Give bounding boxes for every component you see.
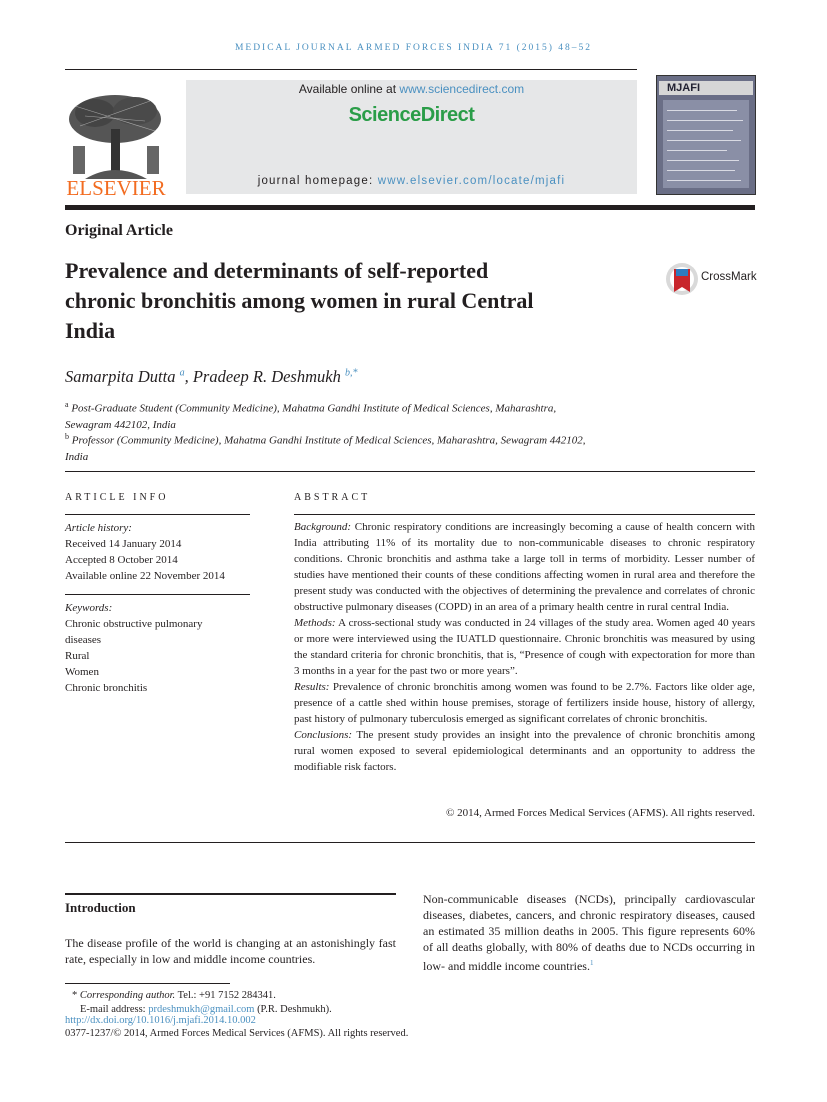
abstract-heading: ABSTRACT bbox=[294, 492, 371, 503]
intro-paragraph-right bbox=[423, 891, 755, 974]
cover-title: MJAFI bbox=[659, 81, 753, 95]
footnote-rule bbox=[65, 983, 230, 984]
corresponding-tel: Tel.: +91 7152 284341. bbox=[175, 990, 276, 1001]
corresponding-author bbox=[72, 989, 276, 1003]
keyword: Rural bbox=[65, 650, 90, 662]
header-rule bbox=[65, 69, 637, 70]
available-prefix: Available online at bbox=[298, 82, 400, 96]
section-rule bbox=[65, 471, 755, 472]
affil-text: Professor (Community Medicine), Mahatma Gandhi Institute of Medical Sciences, Maharashtra, Sewagram 442102, bbox=[71, 434, 586, 447]
doi-link[interactable]: http://dx.doi.org/10.1016/j.mjafi.2014.10.002 bbox=[65, 1015, 256, 1026]
history-item: Received 14 January 2014 bbox=[65, 538, 182, 550]
affiliation bbox=[65, 397, 665, 433]
keywords bbox=[65, 600, 202, 696]
crossmark-label[interactable]: CrossMark bbox=[701, 271, 757, 283]
keyword: Chronic bronchitis bbox=[65, 682, 148, 694]
affil-text: Sewagram 442102, India bbox=[65, 418, 176, 431]
author-affil-mark[interactable]: b,* bbox=[344, 367, 358, 379]
abstract-text: Chronic respiratory conditions are increasingly becoming a cause of health concern with India attributing 11% of its mortality due to non-communicable diseases to chronic respiratory conditions. Chronic bronchitis and asthma take a large toll in terms of morbidity. Lesser number of studies have mentioned their counts of these conditions affecting women in rural area and therefore the present study was conducted with the objectives of determining the prevalence and correlates of chronic obstructive pulmonary diseases (COPD) in an area of a primary health centre in rural central India. bbox=[294, 521, 755, 613]
cover-contents bbox=[663, 100, 749, 188]
affil-text: India bbox=[65, 450, 89, 463]
sciencedirect-logo: ScienceDirect bbox=[348, 104, 475, 126]
keyword: Women bbox=[65, 666, 99, 678]
journal-homepage bbox=[186, 175, 637, 187]
author-name: Samarpita Dutta bbox=[65, 367, 176, 386]
history-item: Accepted 8 October 2014 bbox=[65, 554, 178, 566]
author-name: Pradeep R. Deshmukh bbox=[192, 367, 341, 386]
title-line: India bbox=[65, 318, 116, 343]
abstract-rule bbox=[294, 514, 755, 515]
abstract-label: Results: bbox=[294, 681, 330, 693]
abstract-label: Background: bbox=[294, 521, 352, 533]
introduction-heading: Introduction bbox=[65, 900, 136, 915]
affil-mark: b bbox=[65, 432, 69, 441]
issn-line: 0377-1237/© 2014, Armed Forces Medical Services (AFMS). All rights reserved. bbox=[65, 1028, 409, 1039]
intro-rule bbox=[65, 893, 396, 895]
info-rule bbox=[65, 594, 250, 595]
abstract-label: Conclusions: bbox=[294, 729, 353, 741]
doi bbox=[65, 1014, 256, 1028]
affil-mark: a bbox=[65, 400, 69, 409]
email-link[interactable]: prdeshmukh@gmail.com bbox=[148, 1004, 255, 1015]
author-affil-mark[interactable]: a bbox=[179, 367, 185, 379]
abstract-section bbox=[294, 519, 755, 615]
email-suffix: (P.R. Deshmukh). bbox=[254, 1004, 332, 1015]
paragraph-text: Non-communicable diseases (NCDs), principally cardiovascular diseases, diabetes, cancers, and chronic respiratory diseases, caused an estimated 35 million deaths in 2005. This figure represents 60% of all deaths globally, with 80% of deaths due to NCDs occurring in low- and middle income countries. bbox=[423, 892, 755, 973]
journal-citation: MEDICAL JOURNAL ARMED FORCES INDIA 71 (2015) 48–52 bbox=[234, 43, 593, 53]
homepage-prefix: journal homepage: bbox=[257, 175, 378, 187]
info-rule bbox=[65, 514, 250, 515]
abstract-section bbox=[294, 615, 755, 679]
author-list: Samarpita Dutta $^a$, Pradeep R. Deshmukh $^{b,*}$ bbox=[65, 367, 358, 386]
article-title bbox=[65, 256, 645, 346]
abstract-section bbox=[294, 727, 755, 775]
affiliation bbox=[65, 429, 665, 465]
section-rule bbox=[65, 842, 755, 843]
reference-link[interactable]: 1 bbox=[589, 959, 594, 967]
article-type: Original Article bbox=[65, 222, 173, 239]
crossmark-icon[interactable] bbox=[665, 262, 699, 298]
journal-cover bbox=[656, 75, 756, 195]
keywords-label: Keywords: bbox=[65, 602, 113, 614]
corresponding-label: Corresponding author. bbox=[79, 990, 176, 1001]
abstract-section bbox=[294, 679, 755, 727]
available-online bbox=[186, 82, 637, 96]
abstract-text: A cross-sectional study was conducted in 24 villages of the study area. Women aged 40 years or more were interviewed using the IUATLD questionnaire. Chronic bronchitis was measured by using the standard criteria for chronic bronchitis, that is, “Presence of cough with expectoration for more than 3 months in a year for the past two or more years”. bbox=[294, 617, 755, 677]
abstract-label: Methods: bbox=[294, 617, 336, 629]
footnote-star: * bbox=[72, 990, 78, 1001]
title-line: Prevalence and determinants of self-reported bbox=[65, 258, 489, 283]
abstract-text: The present study provides an insight into the prevalence of chronic bronchitis among rural women exposed to several epidemiological determinants and an opportunity to address the modifiable risk factors. bbox=[294, 729, 755, 773]
email-label: E-mail address: bbox=[80, 1004, 149, 1015]
abstract-body bbox=[294, 519, 755, 775]
affil-text: Post-Graduate Student (Community Medicine), Mahatma Gandhi Institute of Medical Sciences, Maharashtra, bbox=[71, 402, 557, 415]
thick-rule bbox=[65, 205, 755, 210]
history-label: Article history: bbox=[65, 522, 132, 534]
abstract-copyright: © 2014, Armed Forces Medical Services (AFMS). All rights reserved. bbox=[446, 807, 755, 819]
intro-paragraph: The disease profile of the world is changing at an astonishingly fast rate, especially in low and middle income countries. bbox=[65, 936, 396, 966]
article-history bbox=[65, 520, 225, 584]
elsevier-wordmark: ELSEVIER bbox=[66, 176, 166, 200]
sciencedirect-link[interactable]: www.sciencedirect.com bbox=[399, 82, 525, 96]
article-info-heading: ARTICLE INFO bbox=[65, 492, 169, 503]
homepage-link[interactable]: www.elsevier.com/locate/mjafi bbox=[377, 175, 566, 187]
abstract-text: Prevalence of chronic bronchitis among women was found to be 2.7%. Factors like older age, presence of a cattle shed within house premises, storage of fertilizers inside house, history of allergy, past history of pulmonary tuberculosis emerged as significant correlates of chronic bronchitis. bbox=[294, 681, 755, 725]
history-item: Available online 22 November 2014 bbox=[65, 570, 225, 582]
title-line: chronic bronchitis among women in rural Central bbox=[65, 288, 534, 313]
keyword: diseases bbox=[65, 634, 102, 646]
keyword: Chronic obstructive pulmonary bbox=[65, 618, 203, 630]
